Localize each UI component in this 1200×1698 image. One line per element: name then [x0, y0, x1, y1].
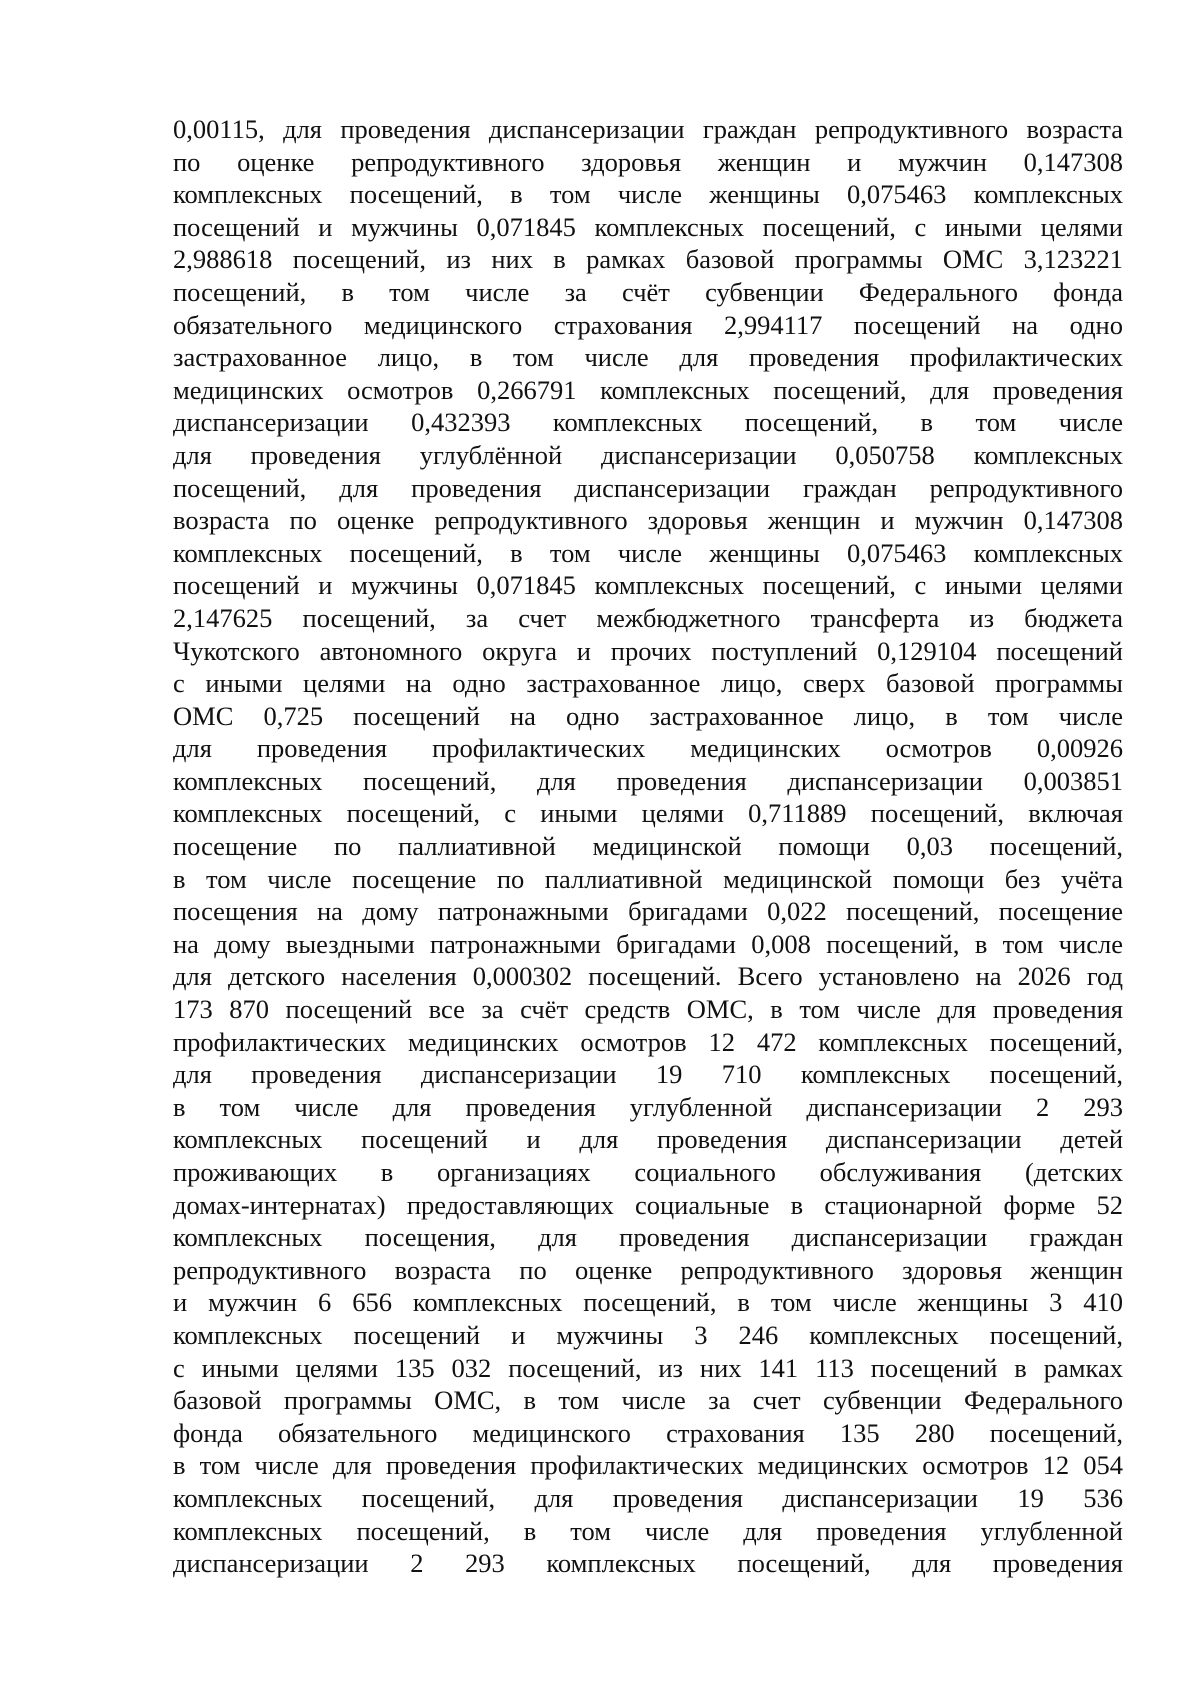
text-line: ОМС 0,725 посещений на одно застрахованное лицо, в том числе	[173, 700, 1123, 731]
text-line: застрахованное лицо, в том числе для проведения профилактических	[173, 342, 1123, 373]
text-line: для детского населения 0,000302 посещений. Всего установлено на 2026 год	[173, 961, 1123, 992]
text-line: для проведения диспансеризации 19 710 комплексных посещений,	[173, 1059, 1123, 1090]
text-line: с иными целями 135 032 посещений, из них 141 113 посещений в рамках	[173, 1352, 1123, 1383]
text-line: 173 870 посещений все за счёт средств ОМС, в том числе для проведения	[173, 994, 1123, 1025]
text-line: обязательного медицинского страхования 2,994117 посещений на одно	[173, 309, 1123, 340]
text-line: комплексных посещений, в том числе женщины 0,075463 комплексных	[173, 179, 1123, 210]
text-line: диспансеризации 2 293 комплексных посещений, для проведения	[173, 1548, 1123, 1579]
text-line: комплексных посещений, с иными целями 0,711889 посещений, включая	[173, 798, 1123, 829]
text-line: в том числе для проведения углубленной диспансеризации 2 293	[173, 1091, 1123, 1122]
body-paragraph	[173, 113, 1123, 1580]
text-line: репродуктивного возраста по оценке репродуктивного здоровья женщин	[173, 1254, 1123, 1285]
text-line: посещений, для проведения диспансеризации граждан репродуктивного	[173, 472, 1123, 503]
text-line: домах-интернатах) предоставляющих социальные в стационарной форме 52	[173, 1189, 1123, 1220]
text-line: комплексных посещений, для проведения диспансеризации 19 536	[173, 1482, 1123, 1513]
text-line: проживающих в организациях социального обслуживания (детских	[173, 1157, 1123, 1187]
text-line: для проведения углублённой диспансеризации 0,050758 комплексных	[173, 439, 1123, 470]
text-line: комплексных посещений, для проведения диспансеризации 0,003851	[173, 765, 1123, 796]
text-line: с иными целями на одно застрахованное лицо, сверх базовой программы	[173, 668, 1123, 699]
text-line: комплексных посещений, в том числе женщины 0,075463 комплексных	[173, 537, 1123, 568]
text-line: посещение по паллиативной медицинской помощи 0,03 посещений,	[173, 831, 1123, 862]
text-line: посещений и мужчины 0,071845 комплексных посещений, с иными целями	[173, 211, 1123, 242]
text-line: 0,00115, для проведения диспансеризации граждан репродуктивного возраста	[173, 114, 1123, 144]
text-line: комплексных посещений, в том числе для проведения углубленной	[173, 1515, 1123, 1546]
text-line: 2,147625 посещений, за счет межбюджетного трансферта из бюджета	[173, 602, 1123, 633]
text-line: комплексных посещений и для проведения диспансеризации детей	[173, 1124, 1123, 1155]
text-line: для проведения профилактических медицинских осмотров 0,00926	[173, 733, 1123, 764]
text-line: Чукотского автономного округа и прочих поступлений 0,129104 посещений	[173, 635, 1123, 666]
text-line: на дому выездными патронажными бригадами 0,008 посещений, в том числе	[173, 928, 1123, 959]
text-line: возраста по оценке репродуктивного здоровья женщин и мужчин 0,147308	[173, 505, 1123, 536]
text-line: и мужчин 6 656 комплексных посещений, в том числе женщины 3 410	[173, 1287, 1123, 1318]
text-line: диспансеризации 0,432393 комплексных посещений, в том числе	[173, 407, 1123, 438]
text-line: посещения на дому патронажными бригадами 0,022 посещений, посещение	[173, 896, 1123, 927]
text-line: по оценке репродуктивного здоровья женщин и мужчин 0,147308	[173, 146, 1123, 177]
text-line: посещений и мужчины 0,071845 комплексных посещений, с иными целями	[173, 570, 1123, 601]
text-line: профилактических медицинских осмотров 12 472 комплексных посещений,	[173, 1026, 1123, 1057]
text-line: в том числе посещение по паллиативной медицинской помощи без учёта	[173, 863, 1123, 894]
text-line: в том числе для проведения профилактических медицинских осмотров 12 054	[173, 1450, 1123, 1481]
text-line: медицинских осмотров 0,266791 комплексных посещений, для проведения	[173, 374, 1123, 405]
text-line: фонда обязательного медицинского страхования 135 280 посещений,	[173, 1417, 1123, 1448]
text-line: 2,988618 посещений, из них в рамках базовой программы ОМС 3,123221	[173, 244, 1123, 275]
text-line: комплексных посещений и мужчины 3 246 комплексных посещений,	[173, 1319, 1123, 1350]
text-line: базовой программы ОМС, в том числе за счет субвенции Федерального	[173, 1385, 1123, 1416]
text-line: посещений, в том числе за счёт субвенции Федерального фонда	[173, 276, 1123, 307]
text-line: комплексных посещения, для проведения диспансеризации граждан	[173, 1222, 1123, 1253]
